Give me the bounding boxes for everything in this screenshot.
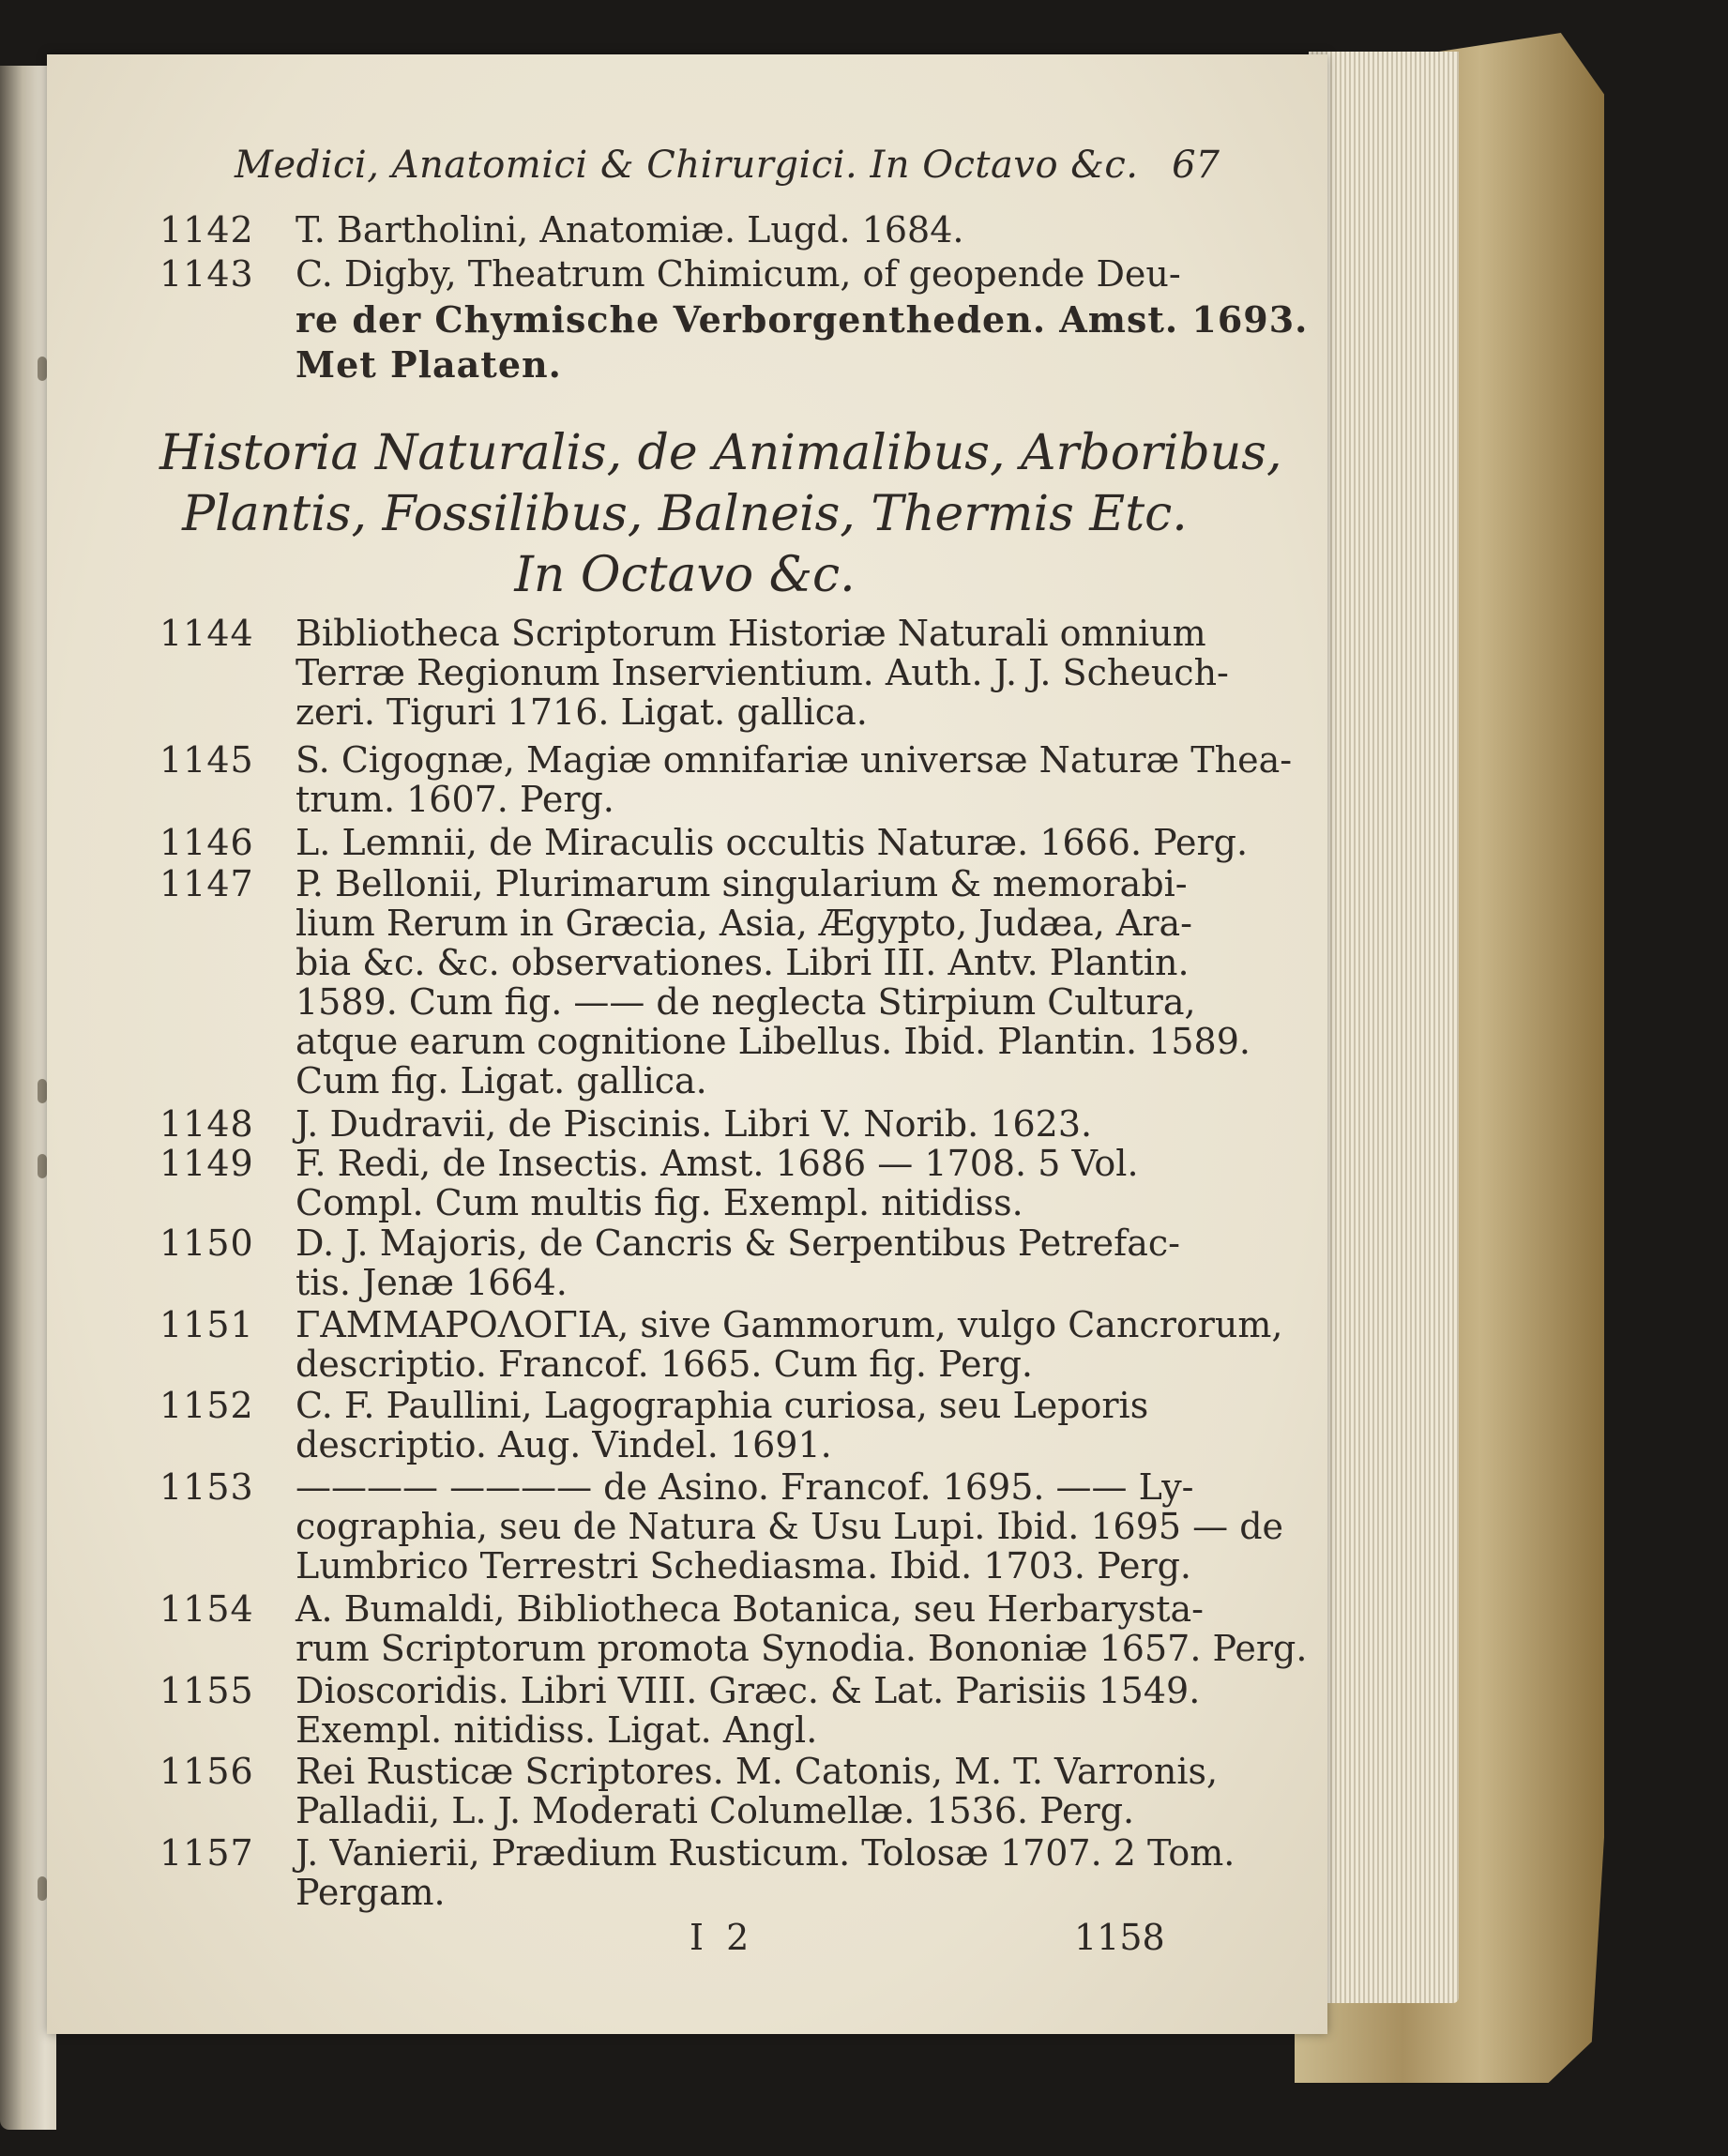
entry-number: 1156	[159, 1751, 254, 1792]
entry-number: 1152	[159, 1385, 254, 1426]
entry-number: 1142	[159, 209, 254, 251]
entry-line: atque earum cognitione Libellus. Ibid. Plantin. 1589.	[296, 1021, 1251, 1062]
binding-hole	[38, 357, 47, 381]
entry-number: 1155	[159, 1670, 254, 1711]
entry-line: zeri. Tiguri 1716. Ligat. gallica.	[296, 691, 868, 733]
entry-line: C. Digby, Theatrum Chimicum, of geopende Deu-	[296, 253, 1181, 295]
entry-line: Compl. Cum multis fig. Exempl. nitidiss.	[296, 1182, 1023, 1223]
book-page	[47, 54, 1327, 2034]
entry-line: L. Lemnii, de Miraculis occultis Naturæ. 1666. Perg.	[296, 822, 1249, 863]
catchword: 1158	[1074, 1917, 1165, 1958]
entry-number: 1144	[159, 613, 254, 654]
entry-line: ———— ———— de Asino. Francof. 1695. —— Ly-	[296, 1466, 1194, 1508]
entry-line: S. Cigognæ, Magiæ omnifariæ universæ Naturæ Thea-	[296, 739, 1293, 781]
entry-line: Palladii, L. J. Moderati Columellæ. 1536. Perg.	[296, 1790, 1135, 1831]
entry-line: 1589. Cum fig. —— de neglecta Stirpium Cultura,	[296, 981, 1196, 1023]
signature-mark: I 2	[690, 1917, 755, 1958]
entry-line: C. F. Paullini, Lagographia curiosa, seu Leporis	[296, 1385, 1149, 1426]
entry-line: Bibliotheca Scriptorum Historiæ Naturali omnium	[296, 613, 1206, 654]
entry-line: Cum fig. Ligat. gallica.	[296, 1060, 707, 1101]
entry-number: 1153	[159, 1466, 254, 1508]
entry-number: 1150	[159, 1222, 254, 1264]
entry-line: rum Scriptorum promota Synodia. Bononiæ 1657. Perg.	[296, 1628, 1308, 1669]
entry-number: 1157	[159, 1832, 254, 1874]
entry-line: Dioscoridis. Libri VIII. Græc. & Lat. Parisiis 1549.	[296, 1670, 1201, 1711]
entry-line: ΓΑΜΜΑΡΟΛΟΓΙΑ, sive Gammorum, vulgo Cancrorum,	[296, 1304, 1283, 1345]
entry-number: 1149	[159, 1143, 254, 1184]
page-number: 67	[1172, 144, 1220, 187]
section-title-line: In Octavo &c.	[514, 547, 856, 603]
entry-number: 1145	[159, 739, 254, 781]
entry-number: 1147	[159, 863, 254, 904]
entry-line: lium Rerum in Græcia, Asia, Ægypto, Judæa, Ara-	[296, 903, 1192, 944]
entry-number: 1151	[159, 1304, 254, 1345]
entry-line: trum. 1607. Perg.	[296, 779, 614, 820]
entry-line: A. Bumaldi, Bibliotheca Botanica, seu Herbarysta-	[296, 1588, 1204, 1630]
entry-line: F. Redi, de Insectis. Amst. 1686 — 1708. 5 Vol.	[296, 1143, 1139, 1184]
entry-line: Pergam.	[296, 1872, 446, 1913]
entry-number: 1143	[159, 253, 254, 295]
binding-hole	[38, 1079, 47, 1103]
entry-line: J. Vanierii, Prædium Rusticum. Tolosæ 1707. 2 Tom.	[296, 1832, 1235, 1874]
entry-line: Exempl. nitidiss. Ligat. Angl.	[296, 1709, 818, 1751]
section-title-line: Plantis, Fossilibus, Balneis, Thermis Etc.	[182, 486, 1188, 542]
entry-line: bia &c. &c. observationes. Libri III. Antv. Plantin.	[296, 942, 1190, 983]
binding-hole	[38, 1876, 47, 1901]
entry-line: T. Bartholini, Anatomiæ. Lugd. 1684.	[296, 209, 964, 251]
binding-hole	[38, 1154, 47, 1178]
entry-number: 1146	[159, 822, 254, 863]
entry-line: descriptio. Francof. 1665. Cum fig. Perg.	[296, 1344, 1033, 1385]
entry-line: tis. Jenæ 1664.	[296, 1262, 568, 1303]
entry-line: D. J. Majoris, de Cancris & Serpentibus Petrefac-	[296, 1222, 1180, 1264]
page-edges	[1309, 52, 1459, 2003]
page-header	[235, 144, 1220, 209]
entry-number: 1154	[159, 1588, 254, 1630]
entry-line: J. Dudravii, de Piscinis. Libri V. Norib. 1623.	[296, 1103, 1093, 1145]
running-head: Medici, Anatomici & Chirurgici. In Octavo &c.	[235, 144, 1139, 187]
entry-line: Lumbrico Terrestri Schediasma. Ibid. 1703. Perg.	[296, 1545, 1192, 1587]
page-text	[47, 54, 1327, 2034]
entry-line: cographia, seu de Natura & Usu Lupi. Ibid. 1695 — de	[296, 1506, 1284, 1547]
entry-line: Rei Rusticæ Scriptores. M. Catonis, M. T. Varronis,	[296, 1751, 1219, 1792]
entry-line: P. Bellonii, Plurimarum singularium & memorabi-	[296, 863, 1188, 904]
entry-number: 1148	[159, 1103, 254, 1145]
section-title-line: Historia Naturalis, de Animalibus, Arboribus,	[159, 425, 1282, 481]
entry-line: descriptio. Aug. Vindel. 1691.	[296, 1424, 832, 1465]
entry-line: re der Chymische Verborgentheden. Amst. 1693.	[296, 298, 1309, 341]
entry-line: Terræ Regionum Inservientium. Auth. J. J. Scheuch-	[296, 652, 1229, 693]
entry-line: Met Plaaten.	[296, 343, 562, 386]
